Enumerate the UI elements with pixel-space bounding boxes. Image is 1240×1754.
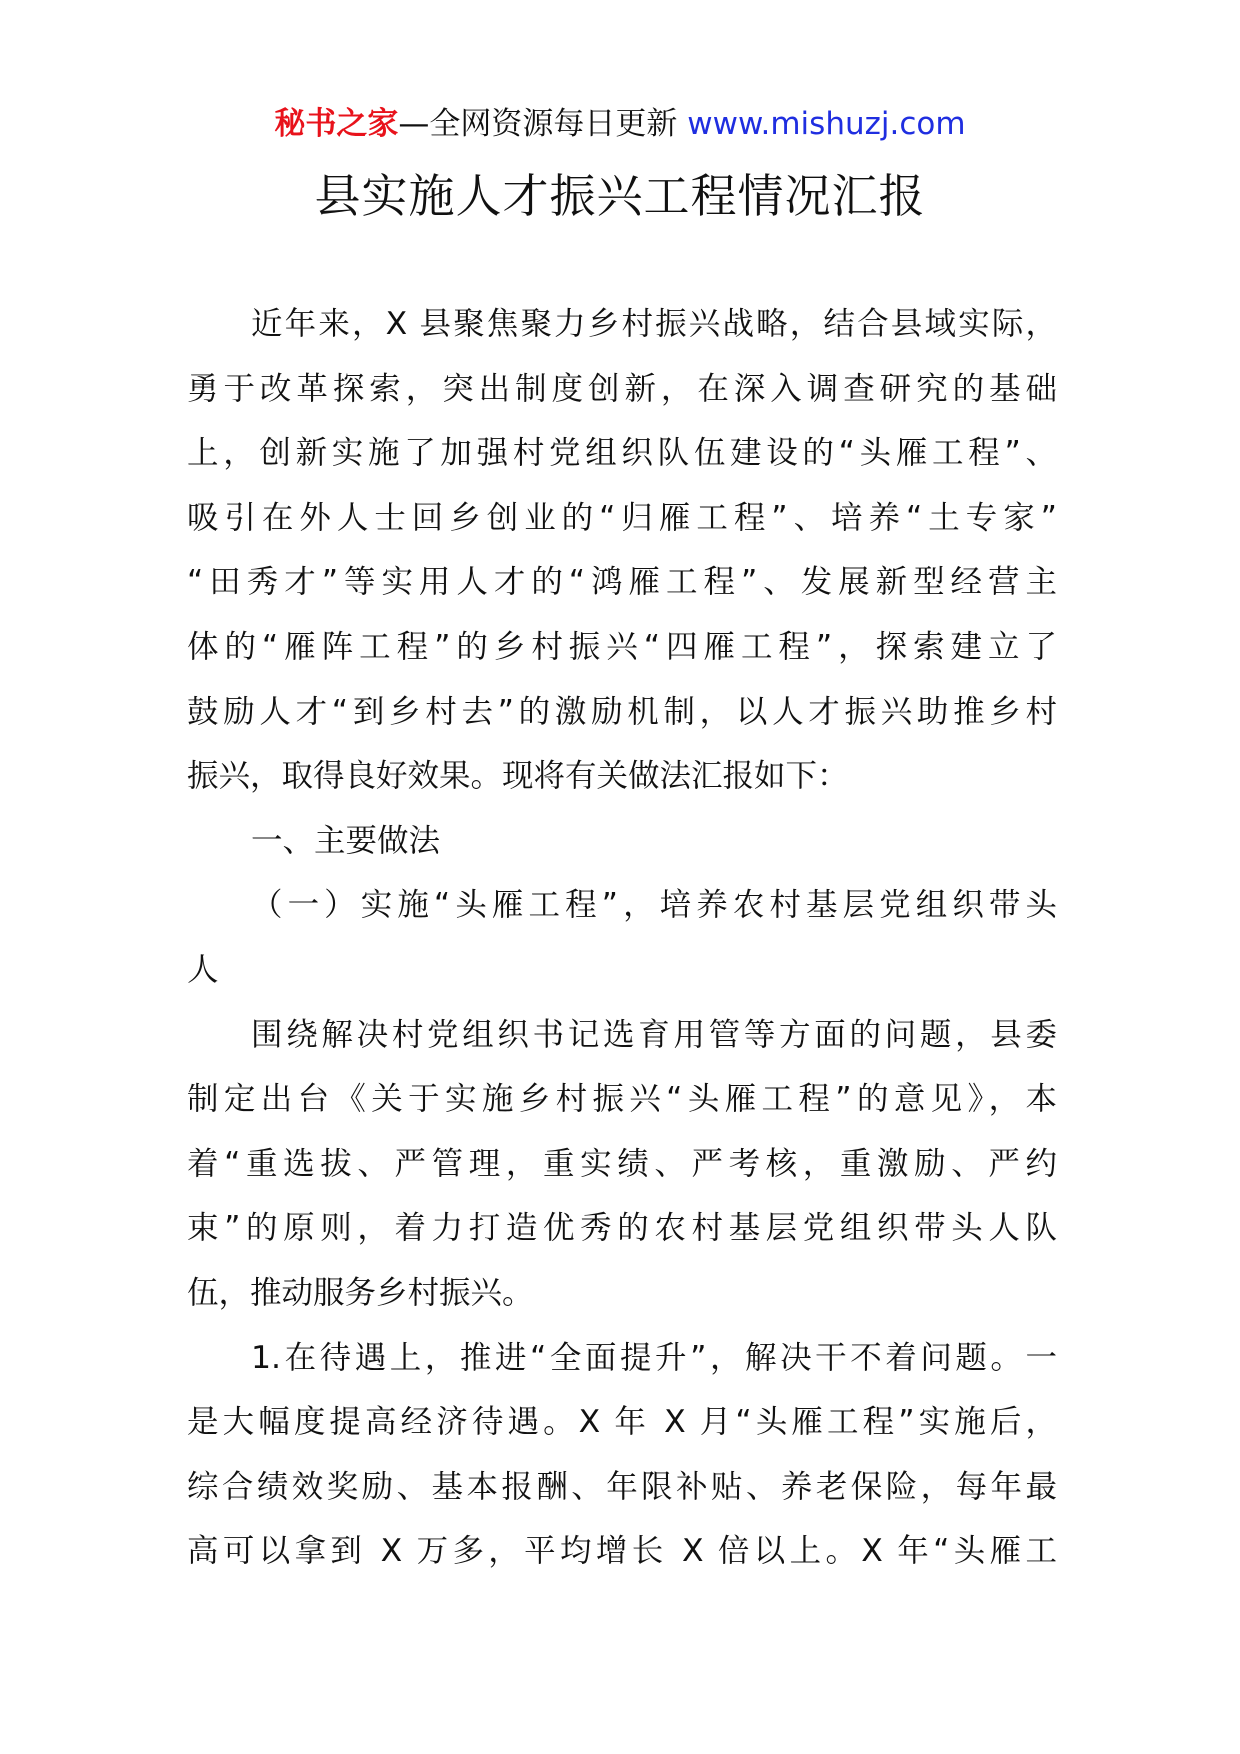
paragraph-line: 是大幅度提高经济待遇。X 年 X 月“头雁工程”实施后， (187, 1404, 1057, 1441)
subsection-heading-line: 人 (187, 951, 219, 988)
paragraph-line: 综合绩效奖励、基本报酬、年限补贴、养老保险，每年最 (187, 1468, 1057, 1505)
site-url-link[interactable]: www.mishuzj.com (687, 106, 966, 142)
paragraph-line: 高可以拿到 X 万多，平均增长 X 倍以上。X 年“头雁工 (187, 1533, 1057, 1570)
paragraph-line: 1.在待遇上，推进“全面提升”，解决干不着问题。一 (251, 1339, 1057, 1376)
paragraph-line: 上，创新实施了加强村党组织队伍建设的“头雁工程”、 (187, 435, 1057, 472)
paragraph-line: 振兴，取得良好效果。现将有关做法汇报如下： (187, 758, 849, 795)
paragraph-line: 近年来，X 县聚焦聚力乡村振兴战略，结合县域实际， (251, 306, 1057, 342)
paragraph-line: “田秀才”等实用人才的“鸿雁工程”、发展新型经营主 (187, 564, 1057, 601)
paragraph-line: 勇于改革探索，突出制度创新，在深入调查研究的基础 (187, 370, 1057, 407)
section-heading: 一、主要做法 (251, 822, 441, 859)
paragraph-line: 围绕解决村党组织书记选育用管等方面的问题，县委 (251, 1016, 1057, 1053)
paragraph-line: 鼓励人才“到乡村去”的激励机制，以人才振兴助推乡村 (187, 693, 1057, 730)
subsection-heading-line: （一）实施“头雁工程”，培养农村基层党组织带头 (251, 887, 1057, 924)
brand-name: 秘书之家 (274, 106, 399, 142)
document-title: 县实施人才振兴工程情况汇报 (314, 169, 926, 223)
paragraph-line: 伍，推动服务乡村振兴。 (187, 1274, 534, 1311)
site-banner (0, 102, 1240, 146)
paragraph-line: 体的“雁阵工程”的乡村振兴“四雁工程”，探索建立了 (187, 628, 1057, 665)
paragraph-line: 束”的原则，着力打造优秀的农村基层党组织带头人队 (187, 1210, 1057, 1247)
document-body (187, 292, 1057, 1584)
paragraph-line: 吸引在外人士回乡创业的“归雁工程”、培养“土专家” (187, 499, 1057, 536)
paragraph-line: 制定出台《关于实施乡村振兴“头雁工程”的意见》，本 (187, 1081, 1057, 1118)
banner-tagline: —全网资源每日更新 (398, 106, 688, 142)
paragraph-line: 着“重选拔、严管理，重实绩、严考核，重激励、严约 (187, 1145, 1057, 1182)
